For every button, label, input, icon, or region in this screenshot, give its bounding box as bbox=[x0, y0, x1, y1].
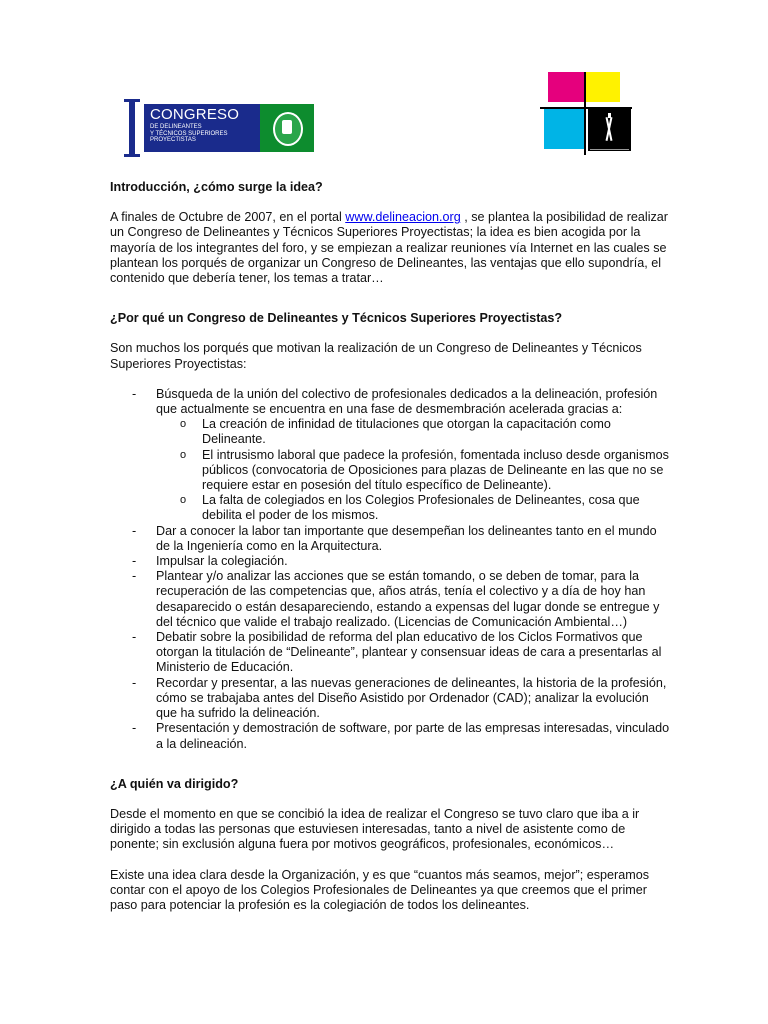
seal-emblem-icon bbox=[260, 104, 314, 152]
magenta-square bbox=[548, 72, 584, 102]
audience-paragraph-2: Existe una idea clara desde la Organización, y es que “cuantos más seamos, mejor”; esperamos contar con el apoyo de los Colegios Profesionales de Delineantes ya que creemos que el primer paso para potenciar la profesión es la colegiación de todos los delineantes. bbox=[110, 867, 649, 912]
list-item: - Impulsar la colegiación. bbox=[132, 554, 288, 569]
yellow-square bbox=[584, 72, 620, 102]
cyan-square bbox=[544, 109, 584, 149]
black-square-compass-icon bbox=[588, 109, 631, 151]
roman-numeral-one-icon bbox=[124, 99, 138, 157]
section-heading-why: ¿Por qué un Congreso de Delineantes y Técnicos Superiores Proyectistas? bbox=[110, 311, 563, 326]
logo-title: CONGRESO bbox=[150, 106, 240, 123]
reasons-list bbox=[110, 387, 670, 752]
why-intro-paragraph: Son muchos los porqués que motivan la realización de un Congreso de Delineantes y Técnicos Superiores Proyectistas: bbox=[110, 341, 642, 371]
cmyk-squares-logo bbox=[540, 72, 632, 155]
delineacion-link[interactable]: www.delineacion.org bbox=[345, 210, 461, 225]
list-item: - Presentación y demostración de software, por parte de las empresas interesadas, vinculado a la delineación. bbox=[132, 721, 670, 751]
list-item: - Plantear y/o analizar las acciones que se están tomando, o se deben de tomar, para la recuperación de las competencias que, años atrás, tenía el colectivo y a día de hoy han desaparecido o están desapareciendo, estando a expensas del lugar donde se entregue y del técnico que valide el trabajo realizado. (Licencias de Comunicación Ambiental…) bbox=[132, 569, 660, 629]
list-item: - Dar a conocer la labor tan importante que desempeñan los delineantes tanto en el mundo de la Ingeniería como en la Arquitectura. bbox=[132, 523, 657, 553]
list-item: o La falta de colegiados en los Colegios Profesionales de Delineantes, cosa que debilita el poder de los mismos. bbox=[180, 493, 640, 523]
list-item: o El intrusismo laboral que padece la profesión, fomentada incluso desde organismos públicos (convocatoria de Oposiciones para plazas de Delineante en las que no se requiere estar en posesión del título específico de Delineante). bbox=[180, 447, 669, 493]
section-heading-intro: Introducción, ¿cómo surge la idea? bbox=[110, 180, 323, 194]
document-body bbox=[110, 180, 670, 913]
list-item: - Recordar y presentar, a las nuevas generaciones de delineantes, la historia de la profesión, cómo se trabajaba antes del Diseño Asistido por Ordenador (CAD); analizar la evolución que ha sufrido la delineación. bbox=[132, 675, 667, 721]
congress-logo bbox=[120, 97, 314, 159]
sublist bbox=[156, 417, 670, 523]
audience-paragraph-1: Desde el momento en que se concibió la idea de realizar el Congreso se tuvo claro que iba a ir dirigido a todas las personas que estuviesen interesadas, tanto a nivel de asistente como de ponente; sin exclusión alguna fuera por motivos geográficos, profesionales, económicos… bbox=[110, 806, 640, 852]
list-item: o La creación de infinidad de titulaciones que otorgan la capacitación como Delineante. bbox=[180, 417, 611, 447]
section-heading-audience: ¿A quién va dirigido? bbox=[110, 776, 239, 791]
list-item: - Debatir sobre la posibilidad de reforma del plan educativo de los Ciclos Formativos que otorgan la titulación de “Delineante”, plantear y consensuar ideas de cara a presentarlas al Ministerio de Educación. bbox=[132, 630, 662, 675]
list-item: - Búsqueda de la unión del colectivo de profesionales dedicados a la delineación, profesión que actualmente se encuentra en una fase de desmembración acelerada gracias a: o La creación de infinidad de titulaciones que otorgan la capacitación como Delineante. o El intrusismo laboral que padece la profesión, fomentada incluso desde organismos públicos (convocatoria de Oposiciones para plazas de Delineante en las que no se requiere estar en posesión del título específico de Delineante). o La falta de colegiados en los Colegios Profesionales de Delineantes, cosa que debilita el poder de los mismos. bbox=[132, 386, 669, 523]
logo-subtitle: DE DELINEANTES Y TÉCNICOS SUPERIORES PROYECTISTAS bbox=[150, 124, 228, 144]
logo-banner bbox=[144, 104, 262, 152]
intro-paragraph: A finales de Octubre de 2007, en el portal www.delineacion.org , se plantea la posibilidad de realizar un Congreso de Delineantes y Técnicos Superiores Proyectistas; la idea es bien acogida por la mayoría de los integrantes del foro, y se empiezan a realizar reuniones vía Internet en las cuales se plantean los porqués de organizar un Congreso de Delineantes, las ventajas que ello supondría, el contenido que debería tener, los temas a tratar… bbox=[110, 210, 668, 286]
